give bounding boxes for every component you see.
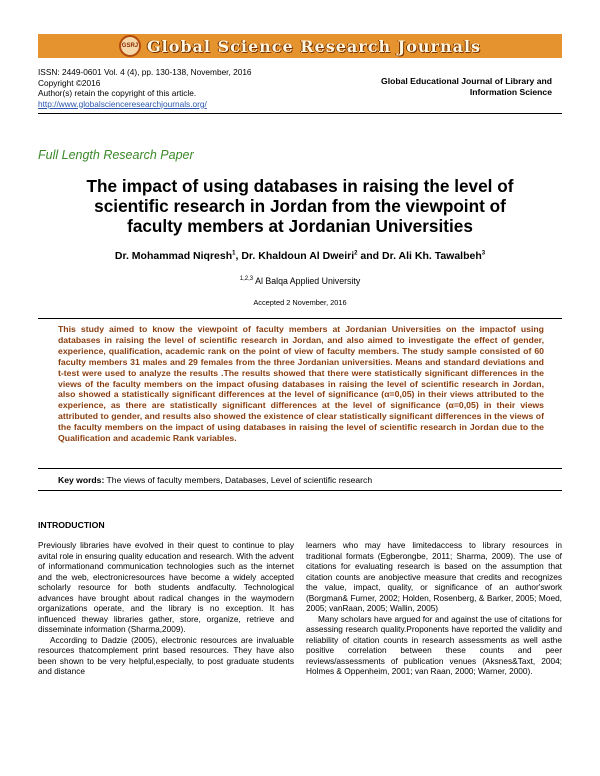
paragraph: Previously libraries have evolved in their quest to continue to play avital role in ensuring quality education and research. With the advent of informationand communication technologies such as the internet and the web, electronicresources have become a widely accepted scholarly resource for both students andfaculty. Technological advances have brought about radical changes in the waymodern organizations operate, and the library is no exception. It has influenced theway libraries gather, store, organize, retrieve and disseminate information (Sharma,2009). [38,540,294,634]
journal-name-line-1: Global Educational Journal of Library and [381,76,552,86]
journal-logo: GSRJ [119,35,141,57]
accepted-date: Accepted 2 November, 2016 [253,298,347,307]
paragraph: learners who may have limitedaccess to library resources in traditional formats (Egberongbe, 2011; Sharma, 2009). The use of citations for evaluating research is based on the assumption that citation counts are anobjective measure that credits and recognizes the value, impact, quality, or significance of an author'swork (Borgman& Furner, 2002; Holden, Rosenberg, & Barker, 2005; Moed, 2005; vanRaan, 2005; Wallin, 2005) [306,540,562,613]
keywords-label: Key words: [58,475,105,485]
rights-line: Author(s) retain the copyright of this article. [38,88,197,98]
affiliation-sup: 1,2,3 [239,276,254,283]
affiliation-text: Al Balqa Applied University [253,276,361,286]
author-separator-2: and [357,250,382,262]
affiliation [50,276,550,286]
body-column-left [38,540,294,677]
body-column-right [306,540,562,677]
journal-name-line-2: Information Science [469,86,552,97]
keywords [58,475,544,485]
keywords-divider [38,490,562,491]
abstract-bottom-divider [38,468,562,469]
journal-banner [38,34,562,58]
paragraph: Many scholars have argued for and against the use of citations for assessing research quality.Proponents have reported the validity and reliability of citation counts in research assessments as well asthe positive correlation between these counts and peer reviews/assessments of publication venues (Aksnes&Taxt, 2004; Holmes & Oppenheim, 2001; van Raan, 2000; Warner, 2000). [306,613,562,676]
title-line-2: scientific research in Jordan from the viewpoint of [94,196,506,216]
paper-type-label: Full Length Research Paper [38,148,194,162]
paragraph: According to Dadzie (2005), electronic resources are invaluable resources thatcomplement print based resources. They have also been shown to be very helpful,especially, to post graduate students and distance [38,634,294,676]
author-3-sup: 3 [481,250,486,257]
header-divider [38,113,562,114]
author-2-sup: 2 [354,250,358,257]
journal-banner-title: Global Science Research Journals [146,36,482,56]
author-list [50,250,550,262]
author-3: Dr. Ali Kh. Tawalbeh [382,250,482,262]
journal-url-link[interactable]: http://www.globalscienceresearchjournals.org/ [38,98,207,109]
title-line-3: faculty members at Jordanian Universities [127,216,473,236]
title-line-1: The impact of using databases in raising the level of [86,176,514,196]
abstract: This study aimed to know the viewpoint of faculty members at Jordanian Universities on the impactof using databases in raising the level of scientific research in Jordan, and also aimed to investigate the effect of gender, experience, qualification, academic rank on the point of view of faculty members. The study sample consisted of 60 faculty members 31 males and 29 females from the three Jordanian universities. Means and standard deviations and t-test were used to analyze the results .The results showed that there were statistically significant differences in the views of the faculty members on the impact ofusing databases in raising the level of scientific research in Jordan, also showed a statistically significant differences at the level of significance (α=0,05) in their views attributed to the experience, as there are statistically significant differences at the level of significance (α=0,05) in their views attributed to gender, and results also showed the existence of clear statistically significant differences in the views of the faculty members on the impact of using databases in raising the level of scientific research in Jordan due to the Qualification and academic Rank variables. [58,324,544,444]
author-separator-1: , [235,250,242,262]
author-1: Dr. Mohammad Niqresh [114,250,233,262]
copyright-line: Copyright ©2016 [38,77,101,88]
keywords-text: The views of faculty members, Databases, Level of scientific research [104,475,373,485]
abstract-top-divider [38,318,562,319]
publication-meta [38,67,252,109]
author-1-sup: 1 [232,250,236,257]
journal-name [332,76,552,97]
author-2: Dr. Khaldoun Al Dweiri [241,250,355,262]
issn-line: ISSN: 2449-0601 Vol. 4 (4), pp. 130-138, November, 2016 [38,67,252,77]
section-heading-introduction: INTRODUCTION [38,520,105,530]
paper-title [50,176,550,236]
